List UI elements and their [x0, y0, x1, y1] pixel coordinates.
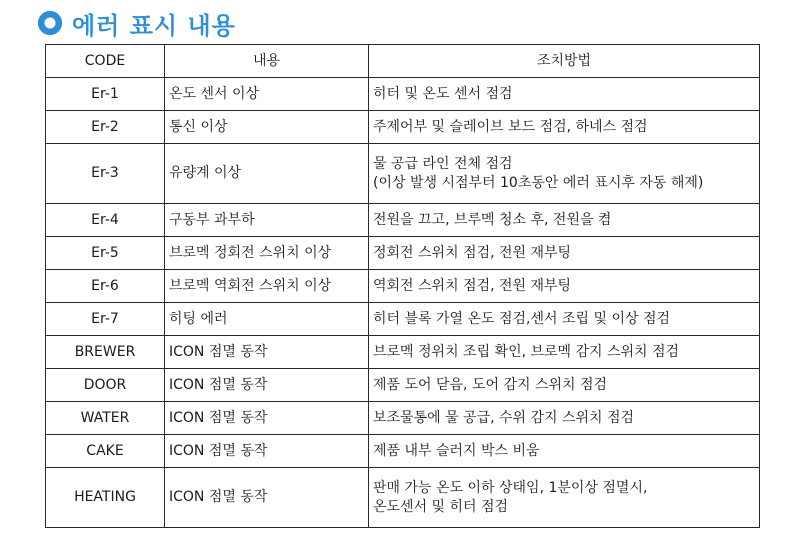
header-action: 조치방법	[369, 45, 760, 78]
table-row	[46, 144, 760, 204]
circle-bullet-icon	[38, 11, 62, 35]
action-line: 히터 및 온도 센서 점검	[373, 85, 513, 102]
action-line: 판매 가능 온도 이하 상태임, 1분이상 점멸시,	[373, 479, 648, 496]
action-line: (이상 발생 시점부터 10초동안 에러 표시후 자동 해제)	[373, 174, 704, 191]
action-line: 물 공급 라인 전체 점검	[373, 155, 513, 172]
error-code-table	[45, 44, 760, 528]
cell-code: CAKE	[46, 435, 165, 468]
table-header-row	[46, 45, 760, 78]
cell-code: Er-7	[46, 303, 165, 336]
header-content: 내용	[165, 45, 369, 78]
cell-action	[369, 204, 760, 237]
table-row	[46, 468, 760, 528]
section-heading	[38, 6, 236, 40]
table-row	[46, 237, 760, 270]
cell-content: 통신 이상	[165, 111, 369, 144]
action-line: 역회전 스위치 점검, 전원 재부팅	[373, 277, 572, 294]
action-line: 전원을 끄고, 브루멕 청소 후, 전원을 켬	[373, 211, 612, 228]
table-row	[46, 402, 760, 435]
cell-code: HEATING	[46, 468, 165, 528]
action-line: 히터 블록 가열 온도 점검,센서 조립 및 이상 점검	[373, 310, 671, 327]
cell-action	[369, 237, 760, 270]
cell-action	[369, 369, 760, 402]
cell-content: 온도 센서 이상	[165, 78, 369, 111]
cell-action	[369, 435, 760, 468]
cell-code: Er-2	[46, 111, 165, 144]
action-line: 정회전 스위치 점검, 전원 재부팅	[373, 244, 572, 261]
cell-action	[369, 336, 760, 369]
cell-content: ICON 점멸 동작	[165, 468, 369, 528]
table-row	[46, 270, 760, 303]
cell-content: ICON 점멸 동작	[165, 435, 369, 468]
cell-code: Er-4	[46, 204, 165, 237]
cell-content: ICON 점멸 동작	[165, 369, 369, 402]
page-title: 에러 표시 내용	[72, 11, 236, 40]
table-row	[46, 204, 760, 237]
cell-content: ICON 점멸 동작	[165, 402, 369, 435]
action-line: 주제어부 및 슬레이브 보드 점검, 하네스 점검	[373, 118, 648, 135]
cell-code: Er-1	[46, 78, 165, 111]
cell-action	[369, 402, 760, 435]
cell-content: ICON 점멸 동작	[165, 336, 369, 369]
action-line: 브로멕 정위치 조립 확인, 브로멕 감지 스위치 점검	[373, 343, 680, 360]
cell-code: WATER	[46, 402, 165, 435]
cell-code: Er-6	[46, 270, 165, 303]
action-line: 제품 도어 닫음, 도어 감지 스위치 점검	[373, 376, 608, 393]
cell-content: 히팅 에러	[165, 303, 369, 336]
table-row	[46, 435, 760, 468]
table-row	[46, 111, 760, 144]
cell-content: 브로멕 정회전 스위치 이상	[165, 237, 369, 270]
action-line: 온도센서 및 히터 점검	[373, 498, 509, 515]
cell-action	[369, 270, 760, 303]
cell-action	[369, 111, 760, 144]
table-row	[46, 78, 760, 111]
cell-content: 유량계 이상	[165, 144, 369, 204]
cell-code: BREWER	[46, 336, 165, 369]
table-row	[46, 369, 760, 402]
cell-action	[369, 78, 760, 111]
cell-action	[369, 468, 760, 528]
cell-code: Er-3	[46, 144, 165, 204]
action-line: 보조물통에 물 공급, 수위 감지 스위치 점검	[373, 409, 635, 426]
cell-content: 구동부 과부하	[165, 204, 369, 237]
cell-code: DOOR	[46, 369, 165, 402]
cell-code: Er-5	[46, 237, 165, 270]
table-row	[46, 336, 760, 369]
cell-action	[369, 144, 760, 204]
header-code: CODE	[46, 45, 165, 78]
action-line: 제품 내부 슬러지 박스 비움	[373, 442, 540, 459]
cell-content: 브로멕 역회전 스위치 이상	[165, 270, 369, 303]
table-row	[46, 303, 760, 336]
cell-action	[369, 303, 760, 336]
